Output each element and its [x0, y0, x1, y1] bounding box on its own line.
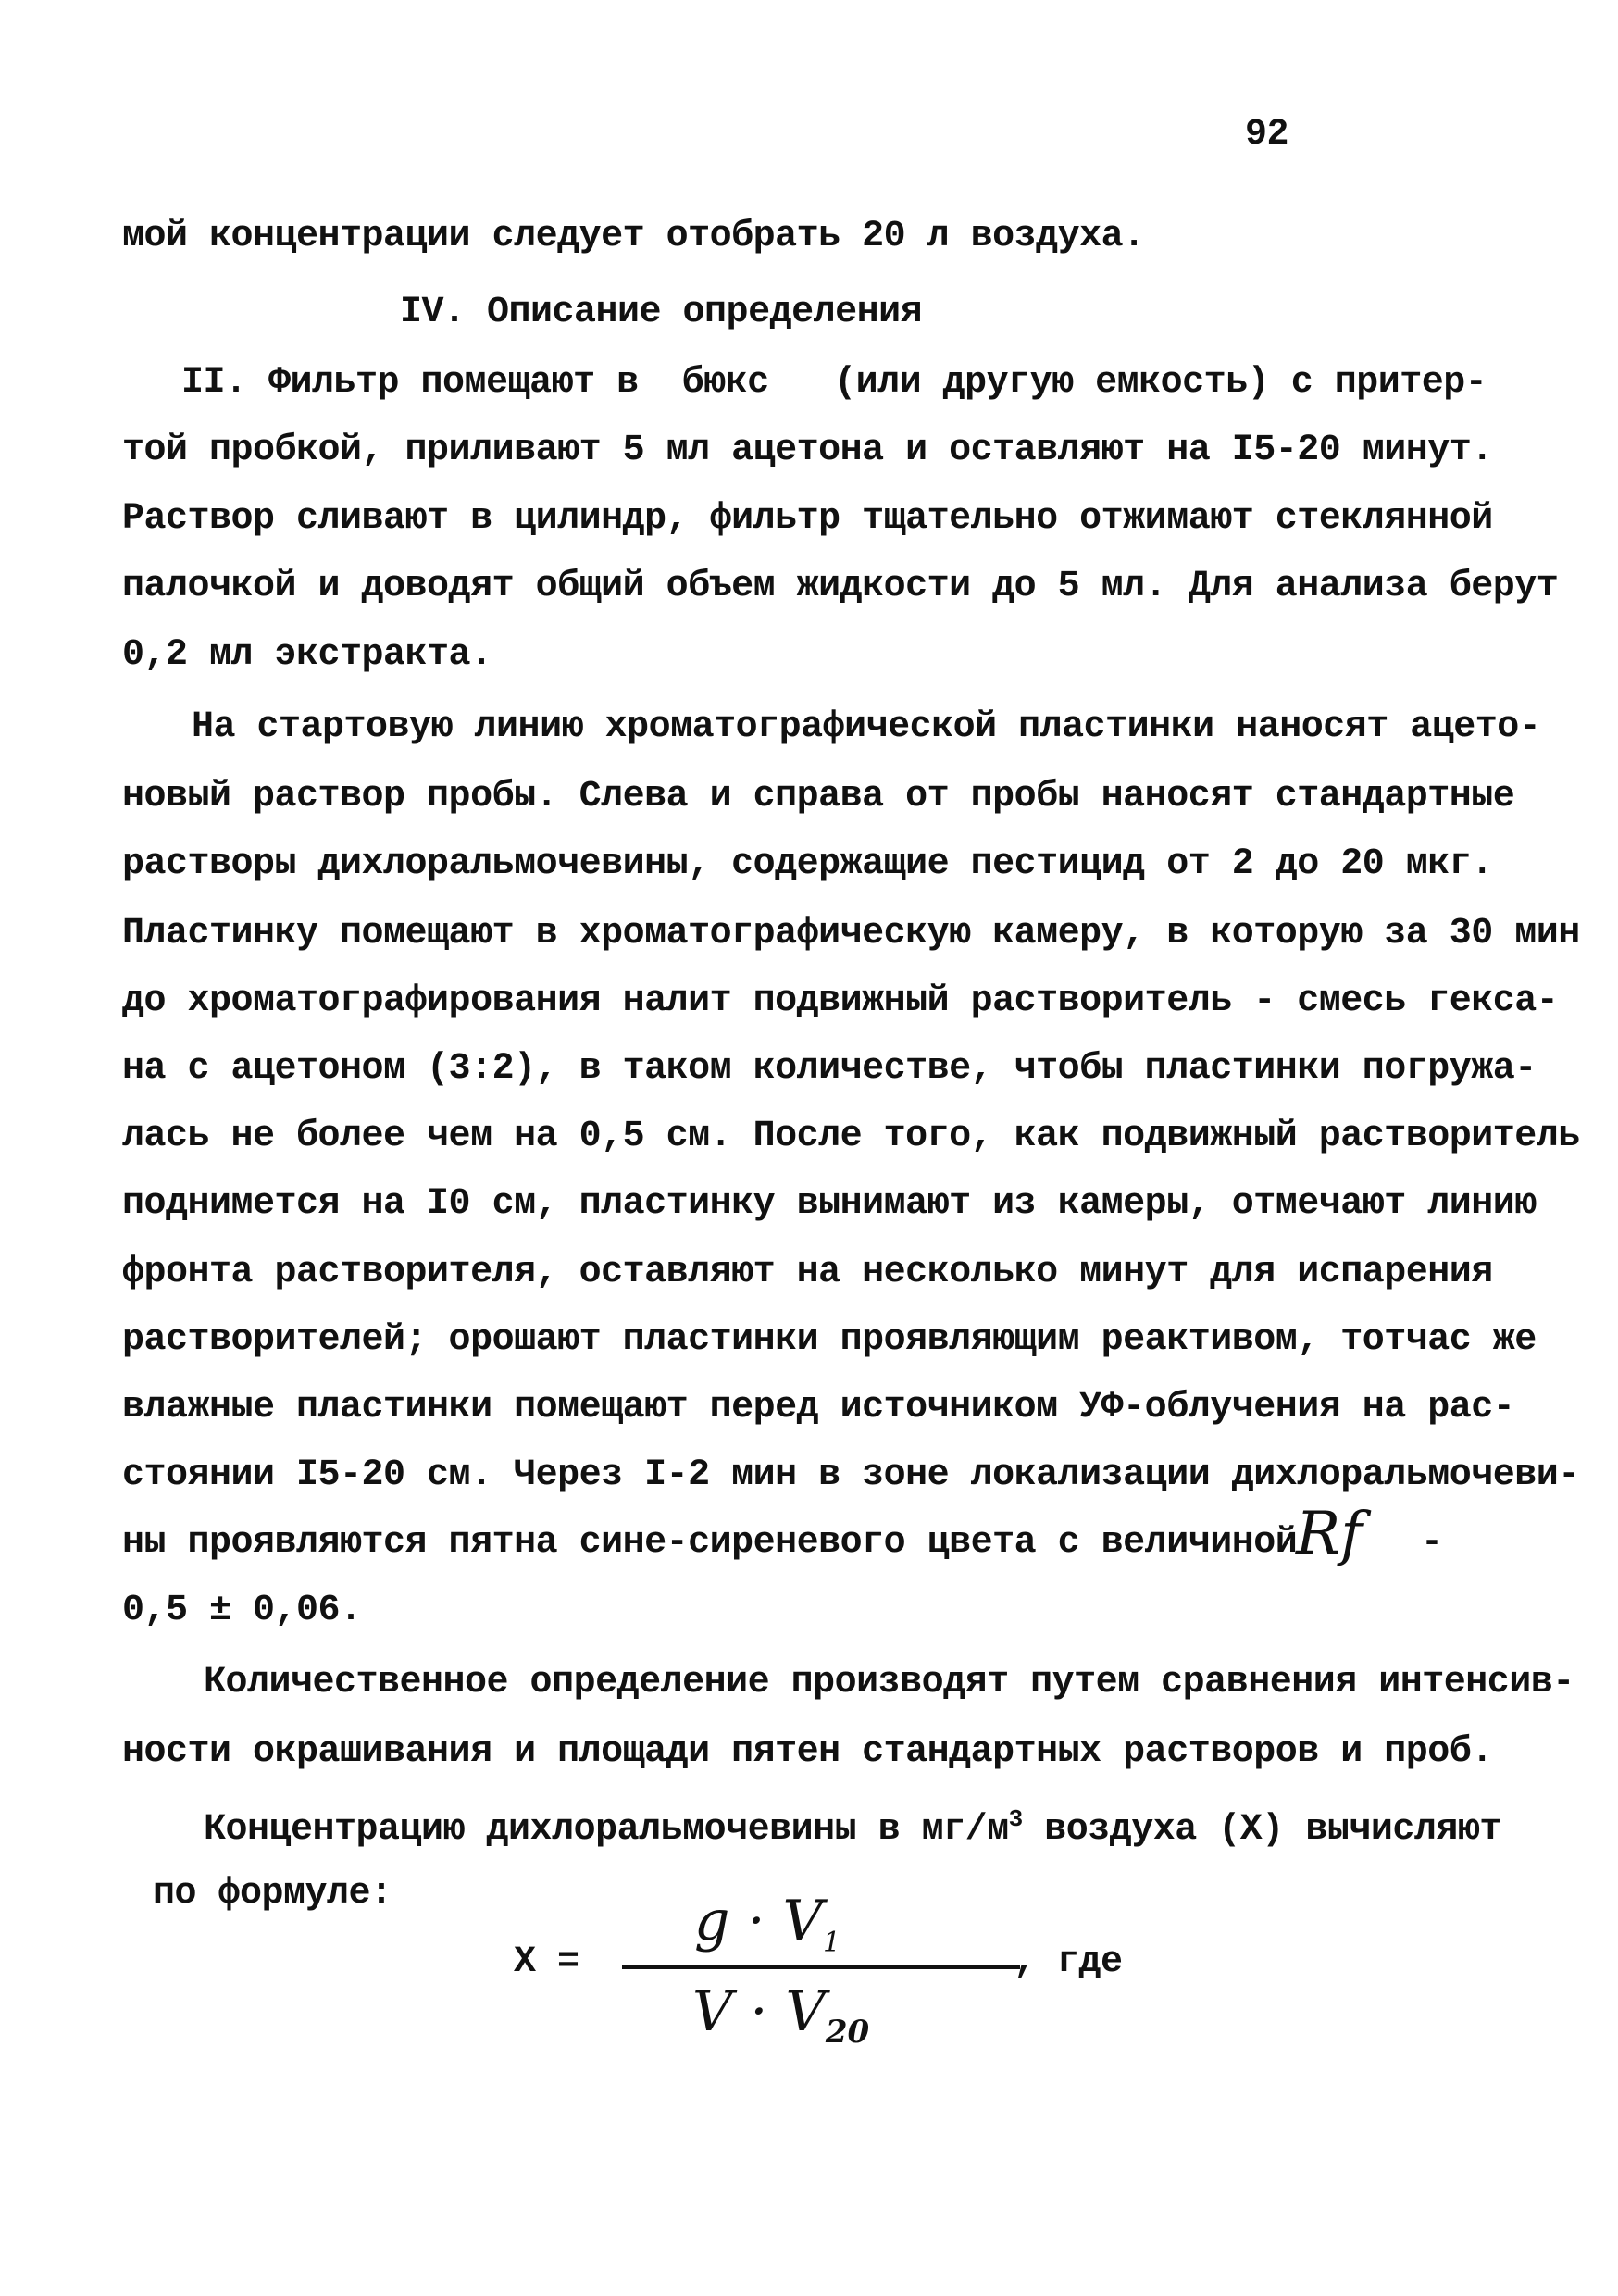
text-line-1: мой концентрации следует отобрать 20 л воздуха.: [122, 216, 1145, 257]
text-line-9: новый раствор пробы. Слева и справа от пробы наносят стандартные: [122, 776, 1515, 817]
formula-tail: , где: [1014, 1941, 1123, 1983]
text-line-7: 0,2 мл экстракта.: [122, 634, 492, 676]
denominator-subscript: 20: [825, 2014, 870, 2051]
text-line-6: палочкой и доводят общий объем жидкости до 5 мл. Для анализа берут: [122, 566, 1559, 607]
superscript: 3: [1008, 1805, 1023, 1833]
formula-lhs: X =: [514, 1941, 579, 1983]
text-line-19: стоянии I5-20 см. Через I-2 мин в зоне локализации дихлоральмочеви-: [122, 1454, 1580, 1496]
text-line-18: влажные пластинки помещают перед источником УФ-облучения на рас-: [122, 1387, 1515, 1429]
text-line-5: Раствор сливают в цилиндр, фильтр тщательно отжимают стеклянной: [122, 498, 1493, 540]
numerator-text: g · V: [694, 1889, 823, 1953]
fraction-line: [622, 1965, 1020, 1969]
text-line-4: той пробкой, приливают 5 мл ацетона и оставляют на I5-20 минут.: [122, 430, 1493, 471]
denominator-text: V · V: [692, 1979, 826, 2044]
text-line-15: поднимется на I0 см, пластинку вынимают из камеры, отмечают линию: [122, 1183, 1537, 1225]
text-line-22: Количественное определение производят путем сравнения интенсив-: [204, 1662, 1574, 1703]
formula-numerator: [694, 1889, 840, 1959]
text-line-24-tail: воздуха (X) вычисляют: [1022, 1809, 1501, 1851]
section-heading: IV. Описание определения: [400, 292, 923, 333]
numerator-subscript: 1: [822, 1927, 841, 1959]
text-line-8: На стартовую линию хроматографической пластинки наносят ацето-: [192, 706, 1541, 748]
text-line-21: 0,5 ± 0,06.: [122, 1590, 362, 1631]
rf-symbol: Rf: [1296, 1500, 1363, 1568]
rf-dash: -: [1421, 1522, 1443, 1564]
formula-denominator: [692, 1979, 869, 2051]
text-line-20: ны проявляются пятна сине-сиреневого цвета с величиной: [122, 1522, 1298, 1564]
text-line-17: растворителей; орошают пластинки проявляющим реактивом, тотчас же: [122, 1319, 1537, 1361]
text-line-13: на с ацетоном (3:2), в таком количестве, чтобы пластинки погружа-: [122, 1048, 1537, 1090]
text-line-23: ности окрашивания и площади пятен стандартных растворов и проб.: [122, 1731, 1493, 1773]
text-line-11: Пластинку помещают в хроматографическую камеру, в которую за 30 мин: [122, 913, 1580, 955]
text-line-3: II. Фильтр помещают в бюкс (или другую емкость) с притер-: [181, 362, 1487, 404]
text-line-24-start: Концентрацию дихлоральмочевины в мг/м: [204, 1809, 1009, 1851]
text-line-16: фронта растворителя, оставляют на несколько минут для испарения: [122, 1252, 1493, 1293]
text-line-12: до хроматографирования налит подвижный растворитель - смесь гекса-: [122, 980, 1559, 1022]
text-line-10: растворы дихлоральмочевины, содержащие пестицид от 2 до 20 мкг.: [122, 843, 1493, 885]
text-line-14: лась не более чем на 0,5 см. После того, как подвижный растворитель: [122, 1116, 1580, 1157]
text-line-24: [204, 1807, 1501, 1849]
page-number: 92: [1245, 114, 1289, 156]
text-line-25: по формуле:: [153, 1873, 392, 1915]
